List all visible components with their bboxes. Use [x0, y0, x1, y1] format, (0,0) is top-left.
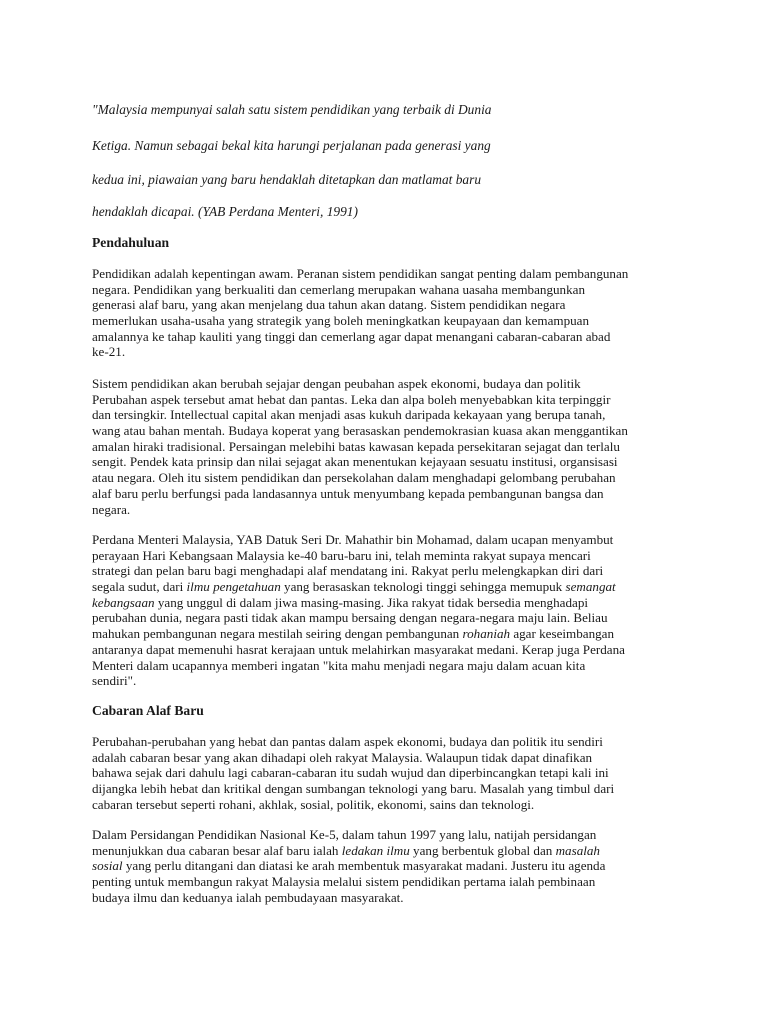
quote-line: hendaklah dicapai. (YAB Perdana Menteri, 1991) — [92, 204, 358, 219]
text-run: yang berasaskan teknologi tinggi sehingga memupuk — [280, 579, 566, 595]
emphasis-ilmu-pengetahuan: ilmu pengetahuan — [186, 579, 281, 595]
text-line: wang atau bahan mentah. Budaya koperat yang berasaskan pendemokrasian kuasa akan menggantikan — [92, 423, 628, 439]
text-line: perubahan dunia, negara pasti tidak akan mampu bersaing dengan negara-negara maju lain. Beliau — [92, 610, 608, 626]
text-line — [92, 595, 692, 611]
text-line: generasi alaf baru, yang akan menjelang dua tahun akan datang. Sistem pendidikan negara — [92, 297, 566, 313]
emphasis-rohaniah: rohaniah — [462, 626, 511, 642]
text-line: amalannya ke tahap kauliti yang tinggi dan cemerlang agar dapat menangani cabaran-cabaran abad — [92, 328, 611, 344]
quote-line: "Malaysia mempunyai salah satu sistem pendidikan yang terbaik di Dunia — [92, 102, 492, 117]
text-line: strategi dan pelan baru bagi menghadapi alaf mendatang ini. Rakyat perlu melengkapkan diri dari — [92, 563, 604, 579]
paragraph — [92, 532, 692, 689]
text-line: sendiri". — [92, 673, 137, 689]
text-line: dan tersingkir. Intellectual capital akan menjadi asas kukuh daripada kekayaan yang berupa tanah, — [92, 407, 606, 423]
text-line: Menteri dalam ucapannya memberi ingatan "kita mahu menjadi negara maju dalam acuan kita — [92, 657, 586, 673]
text-line — [92, 858, 692, 874]
text-run: yang perlu ditangani dan diatasi ke arah membentuk masyarakat madani. Justeru itu agenda — [122, 858, 606, 874]
paragraph — [92, 266, 692, 360]
text-line: penting untuk membangun rakyat Malaysia melalui sistem pendidikan pertama ialah pembinaan — [92, 874, 596, 890]
text-line: dijangka lebih hebat dan kritikal dengan sumbangan teknologi yang baru. Masalah yang timbul dari — [92, 781, 615, 797]
section-heading-cabaran-alaf-baru: Cabaran Alaf Baru — [92, 703, 204, 718]
text-line: budaya ilmu dan keduanya ialah pembudayaan masyarakat. — [92, 889, 404, 905]
text-run: segala sudut, dari — [92, 579, 187, 595]
emphasis-kebangsaan: kebangsaan — [92, 594, 155, 610]
text-line: memerlukan usaha-usaha yang strategik yang boleh meningkatkan keupayaan dan kemampuan — [92, 313, 590, 329]
text-line: Perubahan aspek tersebut amat hebat dan pantas. Leka dan alpa boleh menyebabkan kita terpinggir — [92, 391, 611, 407]
text-line: Perdana Menteri Malaysia, YAB Datuk Seri Dr. Mahathir bin Mohamad, dalam ucapan menyambut — [92, 532, 614, 547]
text-line: adalah cabaran besar yang akan dihadapi oleh rakyat Malaysia. Walaupun tidak dapat dinafikan — [92, 749, 593, 765]
text-line: ke-21. — [92, 344, 126, 360]
text-line: alaf baru perlu berfungsi pada landasannya untuk menyumbang kepada pembangunan bangsa dan — [92, 485, 604, 501]
emphasis-masalah: masalah — [555, 842, 600, 858]
text-line: bahawa sejak dari dahulu lagi cabaran-cabaran itu sudah wujud dan diperbincangkan tetapi kali ini — [92, 765, 609, 781]
text-run: agar keseimbangan — [510, 626, 615, 642]
text-line: sengit. Pendek kata prinsip dan nilai sejagat akan menentukan kejayaan sesuatu institusi, organsisasi — [92, 454, 618, 470]
text-line: atau negara. Oleh itu sistem pendidikan dan persekolahan dalam menghadapi gelombang perubahan — [92, 470, 616, 486]
paragraph — [92, 827, 692, 905]
text-line: Dalam Persidangan Pendidikan Nasional Ke-5, dalam tahun 1997 yang lalu, natijah persidangan — [92, 827, 597, 842]
text-line: amalan hiraki tradisional. Persaingan melebihi batas kawasan kepada persekitaran sejagat dan terlalu — [92, 438, 620, 454]
text-run: yang berbentuk global dan — [409, 842, 556, 858]
text-run: menunjukkan dua cabaran besar alaf baru ialah — [92, 842, 342, 858]
emphasis-ledakan-ilmu: ledakan ilmu — [341, 842, 410, 858]
emphasis-sosial: sosial — [92, 858, 123, 874]
text-line: cabaran tersebut seperti rohani, akhlak, sosial, politik, ekonomi, sains dan teknologi. — [92, 796, 535, 812]
emphasis-semangat: semangat — [565, 579, 616, 595]
text-line — [92, 626, 692, 642]
text-line: Sistem pendidikan akan berubah sejajar dengan peubahan aspek ekonomi, budaya dan politik — [92, 376, 581, 391]
text-line — [92, 843, 692, 859]
quote-line: kedua ini, piawaian yang baru hendaklah ditetapkan dan matlamat baru — [92, 172, 482, 187]
text-line: Pendidikan adalah kepentingan awam. Peranan sistem pendidikan sangat penting dalam pembangunan — [92, 266, 629, 281]
text-run: yang unggul di dalam jiwa masing-masing. Jika rakyat tidak bersedia menghadapi — [154, 594, 588, 610]
paragraph — [92, 734, 692, 812]
text-run: mahukan pembangunan negara mestilah seiring dengan pembangunan — [92, 626, 463, 642]
quote-line: Ketiga. Namun sebagai bekal kita harungi perjalanan pada generasi yang — [92, 138, 491, 153]
text-line: perayaan Hari Kebangsaan Malaysia ke-40 baru-baru ini, telah meminta rakyat supaya mencari — [92, 547, 591, 563]
section-heading-pendahuluan: Pendahuluan — [92, 235, 170, 250]
text-line — [92, 579, 692, 595]
text-line: antaranya dapat memenuhi hasrat kerajaan untuk melahirkan masyarakat medani. Kerap juga Perdana — [92, 641, 625, 657]
text-line: negara. — [92, 501, 131, 517]
paragraph — [92, 376, 692, 517]
text-line: negara. Pendidikan yang berkualiti dan cemerlang merupakan wahana uasaha membangunkan — [92, 281, 586, 297]
text-line: Perubahan-perubahan yang hebat dan pantas dalam aspek ekonomi, budaya dan politik itu sendiri — [92, 734, 603, 749]
